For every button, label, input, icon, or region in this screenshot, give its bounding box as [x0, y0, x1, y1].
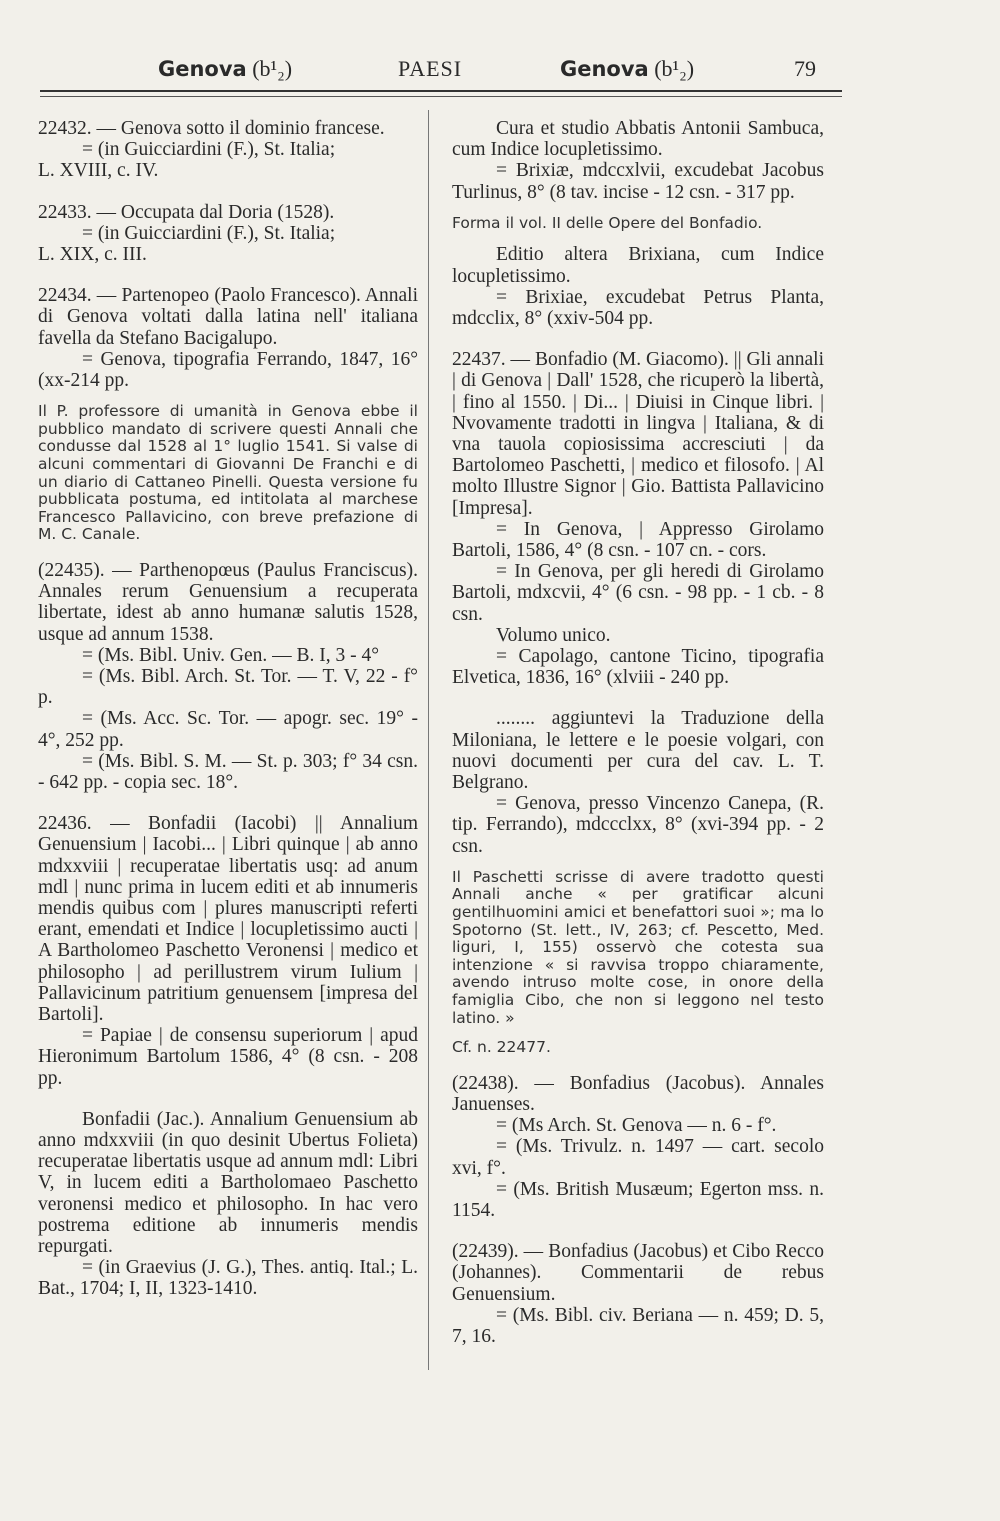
left-column — [38, 118, 418, 1300]
left-column-entry: (22435). — Parthenopœus (Paulus Franciscus). Annales rerum Genuensium a recuperata libertate, idest ab anno humanæ salutis 1528, usque ad annum 1538. — [38, 559, 418, 645]
right-column-entry: Cf. n. 22477. — [452, 1038, 551, 1057]
left-column-entry: = (Ms. Acc. Sc. Tor. — apogr. sec. 19° - 4°, 252 pp. — [38, 708, 418, 751]
left-column-entry: = Papiae | de consensu superiorum | apud Hieronimum Bartolum 1586, 4° (8 csn. - 208 pp. — [38, 1025, 418, 1089]
right-column-entry: (22438). — Bonfadius (Jacobus). Annales Januenses. — [452, 1072, 824, 1116]
left-column-entry: = (in Guicciardini (F.), St. Italia; — [82, 139, 336, 161]
left-column-entry: = (in Graevius (J. G.), Thes. antiq. Ital.; L. Bat., 1704; I, II, 1323-1410. — [38, 1257, 418, 1300]
right-column-entry: = (Ms. Trivulz. n. 1497 — cart. secolo xvi, f°. — [452, 1136, 824, 1179]
header-right — [560, 56, 694, 82]
right-column-entry: Forma il vol. II delle Opere del Bonfadio. — [452, 213, 763, 232]
left-column-entry: Bonfadii (Jac.). Annalium Genuensium ab anno mdxxviii (in quo desinit Ubertus Folieta) recuperatae libertatis usque ad annum mdl: Libri V, in lucem editi a Bartholomaeo Paschetto veronensi medico et philosopho. In hac vero postrema editione ab innumeris mendis repurgati. — [38, 1108, 418, 1258]
left-column-entry: = (in Guicciardini (F.), St. Italia; — [82, 222, 336, 244]
right-column-entry: = Brixiæ, mdccxlvii, excudebat Jacobus Turlinus, 8° (8 tav. incise - 12 csn. - 317 pp. — [452, 160, 824, 203]
header-left-siglum: (b¹₂) — [252, 56, 293, 81]
header-right-siglum: (b¹₂) — [654, 56, 695, 81]
header-rule — [40, 90, 842, 92]
right-column-entry: Cura et studio Abbatis Antonii Sambuca, cum Indice locupletissimo. — [452, 118, 824, 161]
right-column-entry: = Capolago, cantone Ticino, tipografia Elvetica, 1836, 16° (xlviii - 240 pp. — [452, 646, 824, 689]
header-left-title: Genova — [158, 57, 247, 81]
header-right-title: Genova — [560, 57, 649, 81]
left-column-entry: 22432. — Genova sotto il dominio francese. — [38, 118, 385, 139]
left-column-entry: L. XIX, c. III. — [38, 244, 147, 266]
running-header — [0, 56, 1000, 88]
right-column-entry: Editio altera Brixiana, cum Indice locupletissimo. — [452, 244, 824, 287]
left-column-entry: = (Ms. Bibl. Arch. St. Tor. — T. V, 22 - f° p. — [38, 666, 418, 709]
right-column-entry: = Brixiae, excudebat Petrus Planta, mdcclix, 8° (xxiv-504 pp. — [452, 286, 824, 330]
left-column-entry: = (Ms. Bibl. S. M. — St. p. 303; f° 34 csn. - 642 pp. - copia sec. 18°. — [38, 750, 418, 794]
right-column-entry: = Genova, presso Vincenzo Canepa, (R. tip. Ferrando), mdccclxx, 8° (xvi-394 pp. - 2 csn. — [452, 793, 824, 857]
right-column-entry: 22437. — Bonfadio (M. Giacomo). || Gli annali | di Genova | Dall' 1528, che ricuperò la libertà, | fino al 1550. | Di... | Diuisi in Cinque libri. | Nvovamente tradotti in lingva | Italiana, & di vna tauola copiosissima accresciuti | da Bartolomeo Paschetti, | medico et filosofo. | Al molto Illustre Signor | Gio. Battista Pallavicino [Impresa]. — [452, 349, 824, 519]
right-column-entry: (22439). — Bonfadius (Jacobus) et Cibo Recco (Johannes). Commentarii de rebus Genuensium. — [452, 1241, 824, 1305]
column-divider — [428, 110, 429, 1370]
left-column-entry: 22433. — Occupata dal Doria (1528). — [38, 201, 335, 223]
right-column-entry: Volumo unico. — [496, 624, 611, 646]
left-column-entry: L. XVIII, c. IV. — [38, 160, 159, 182]
page-number: 79 — [794, 56, 816, 81]
right-column-entry: ........ aggiuntevi la Traduzione della Miloniana, le lettere e le poesie volgari, con nuovi documenti per cura del cav. L. T. Belgrano. — [452, 708, 824, 794]
right-column-entry: = (Ms Arch. St. Genova — n. 6 - f°. — [496, 1115, 777, 1137]
right-column-entry: = In Genova, | Appresso Girolamo Bartoli, 1586, 4° (8 csn. - 107 cn. - cors. — [452, 518, 824, 562]
header-left — [158, 56, 292, 82]
left-column-entry: 22436. — Bonfadii (Iacobi) || Annalium Genuensium | Iacobi... | Libri quinque | ab anno mdxxviii | recuperatae libertatis usq: ad anum mdl | nunc prima in lucem editi et ab innumeris mendis quibus com | plures manuscripti referti erant, emendati et Indice | locupletissimo aucti | A Bartholomeo Paschetto Veronensi | medico et philosopho | ad perillustrem virum Iulium | Pallavicinum patritium genuensem [impresa del Bartoli]. — [38, 813, 418, 1026]
header-section: PAESI — [398, 56, 463, 81]
header-rule-thin — [40, 96, 842, 97]
right-column — [452, 118, 824, 1347]
right-column-entry: Il Paschetti scrisse di avere tradotto questi Annali anche « per gratificar alcuni gentilhuomini amici et benefattori suoi »; ma lo Spotorno (St. lett., IV, 263; cf. Pescetto, Med. liguri, I, 155) osservò che cotesta sua intenzione « si ravvisa troppo chiaramente, avendo intruso molte cose, in onore della famiglia Cibo, che non si leggono nel testo latino. » — [452, 867, 824, 1027]
right-column-entry: = (Ms. Bibl. civ. Beriana — n. 459; D. 5, 7, 16. — [452, 1304, 824, 1348]
left-column-entry: 22434. — Partenopeo (Paolo Francesco). Annali di Genova voltati dalla latina nell' italiana favella da Stefano Bacigalupo. — [38, 285, 418, 349]
right-column-entry: = In Genova, per gli heredi di Girolamo Bartoli, mdxcvii, 4° (6 csn. - 98 pp. - 1 cb. - 8 csn. — [452, 561, 824, 625]
left-column-entry: = (Ms. Bibl. Univ. Gen. — B. I, 3 - 4° — [82, 644, 380, 666]
right-column-entry: = (Ms. British Musæum; Egerton mss. n. 1154. — [452, 1178, 824, 1222]
left-column-entry: Il P. professore di umanità in Genova ebbe il pubblico mandato di scrivere questi Annali che condusse dal 1528 al 1° luglio 1541. Si valse di alcuni commentari di Giovanni De Franchi e di un diario di Cattaneo Pinelli. Questa versione fu pubblicata postuma, ed intitolata al marchese Francesco Pallavicino, con breve prefazione di M. C. Canale. — [38, 402, 418, 544]
left-column-entry: = Genova, tipografia Ferrando, 1847, 16° (xx-214 pp. — [38, 348, 418, 392]
